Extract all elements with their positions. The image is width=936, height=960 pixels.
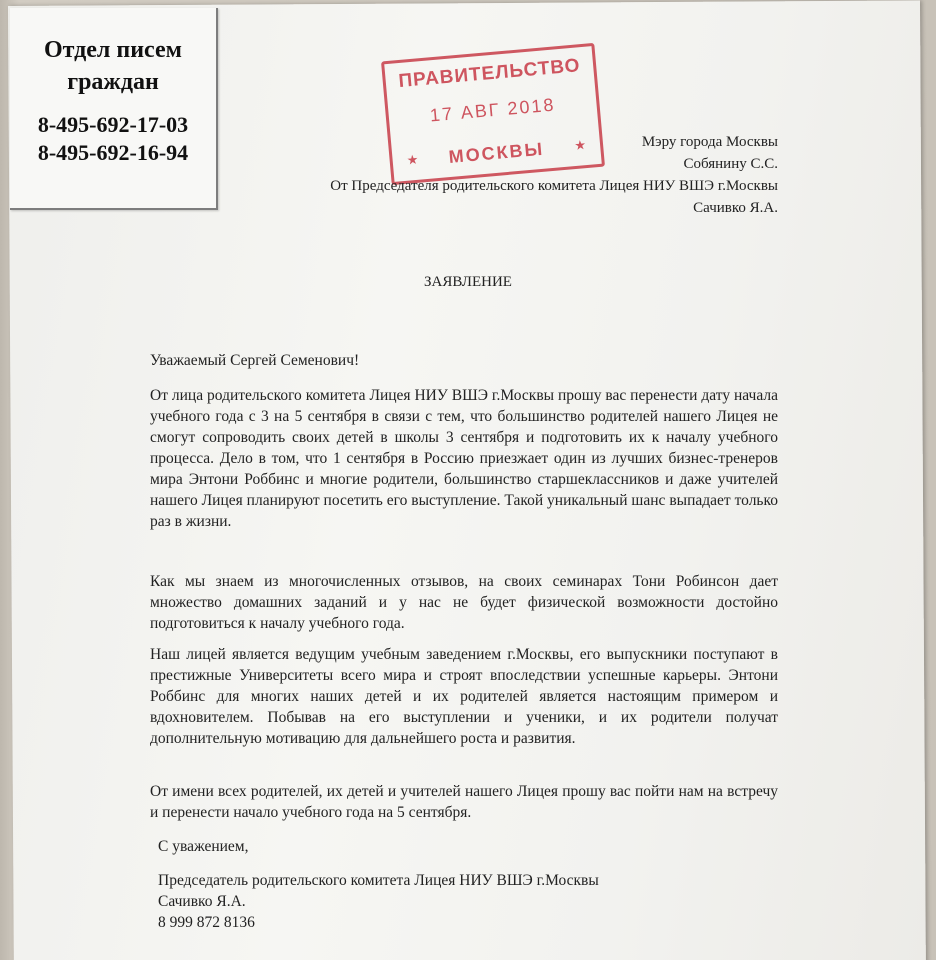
stamp-bottom-text: МОСКВЫ (447, 138, 545, 167)
signature-name: Сачивко Я.А. (158, 893, 246, 910)
sticker-phone-1: 8-495-692-17-03 (37, 112, 189, 137)
sticker-title-line2: граждан (67, 69, 159, 95)
sticker-title-line1: Отдел писем (44, 37, 182, 63)
sender-line-1: От Председателя родительского комитета Лицея НИУ ВШЭ г.Москвы (330, 178, 778, 194)
paragraph-3: Наш лицей является ведущим учебным заведением г.Москвы, его выпускники поступают в престижные Университеты всего мира и строят впоследствии успешные карьеры. Энтони Роббинс для многих наших детей и их родителей является настоящим примером и вдохновителем. Побывав на его выступлении и ученики, и их родители получат дополнительную мотивацию для дальнейшего роста и развития. (150, 646, 778, 747)
signature-phone: 8 999 872 8136 (158, 914, 255, 931)
sticker-title (10, 34, 216, 98)
sticker-phones (10, 111, 216, 167)
signature-title: Председатель родительского комитета Лицея НИУ ВШЭ г.Москвы (158, 872, 599, 889)
stamp-star-icon: ★ (406, 151, 419, 168)
stamp-star-icon: ★ (573, 137, 587, 153)
stamp-date: 17 АВГ 2018 (429, 94, 557, 126)
salutation: Уважаемый Сергей Семенович! (150, 352, 360, 369)
government-stamp (381, 43, 605, 185)
paragraph-1: От лица родительского комитета Лицея НИУ ВШЭ г.Москвы прошу вас перенести дату начала учебного года с 3 на 5 сентября в связи с тем, что большинство родителей нашего Лицея не смогут сопроводить своих детей в школы 3 сентября и подготовить их к началу учебного процесса. Дело в том, что 1 сентября в Россию приезжает один из лучших бизнес-тренеров мира Энтони Роббинс и многие родители, большинство старшеклассников и даже учителей нашего Лицея планируют посетить его выступление. Такой уникальный шанс выпадает только раз в жизни. (150, 387, 778, 530)
recipient-line-2: Собянину С.С. (683, 156, 778, 172)
sender-line-2: Сачивко Я.А. (693, 200, 778, 216)
recipient-line-1: Мэру города Москвы (641, 134, 778, 150)
paragraph-2: Как мы знаем из многочисленных отзывов, на своих семинарах Тони Робинсон дает множество домашних заданий и у нас не будет физической возможности достойно подготовиться к началу учебного года. (150, 573, 778, 632)
sticker-phone-2: 8-495-692-16-94 (37, 140, 189, 165)
closing: С уважением, (158, 838, 249, 855)
signature-block (158, 870, 599, 933)
citizen-letters-sticker (10, 8, 218, 210)
document-heading: ЗАЯВЛЕНИЕ (424, 274, 512, 290)
stamp-top-text: ПРАВИТЕЛЬСТВО (397, 55, 582, 93)
paragraph-4: От имени всех родителей, их детей и учителей нашего Лицея прошу вас пойти нам на встречу и перенести начало учебного года на 5 сентября. (150, 783, 778, 821)
